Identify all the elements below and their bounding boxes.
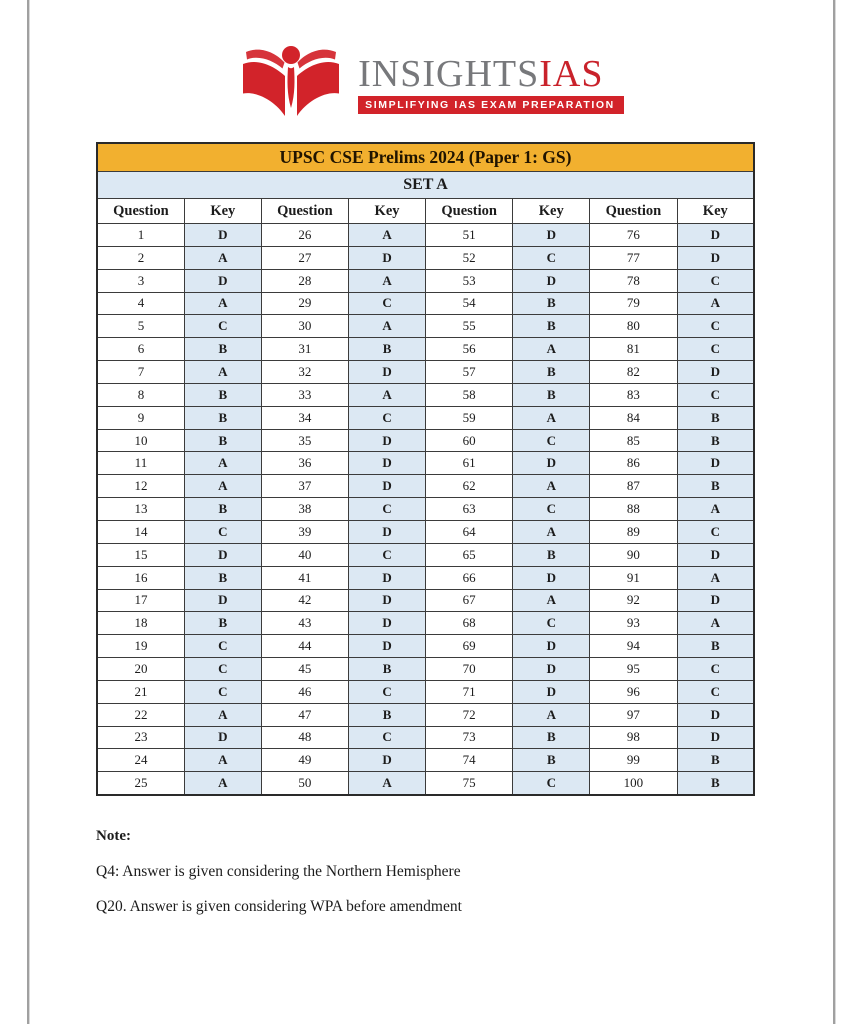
key-cell: D <box>513 658 590 681</box>
answer-row <box>97 658 754 681</box>
question-cell: 11 <box>97 452 184 475</box>
question-cell: 66 <box>425 566 512 589</box>
question-cell: 39 <box>261 520 348 543</box>
key-cell: D <box>349 452 426 475</box>
key-cell: C <box>349 498 426 521</box>
answer-row <box>97 246 754 269</box>
question-cell: 3 <box>97 269 184 292</box>
key-cell: B <box>513 361 590 384</box>
question-cell: 47 <box>261 703 348 726</box>
key-cell: B <box>184 406 261 429</box>
question-cell: 77 <box>590 246 677 269</box>
key-cell: D <box>677 224 754 247</box>
key-cell: C <box>349 680 426 703</box>
question-cell: 46 <box>261 680 348 703</box>
key-cell: A <box>349 224 426 247</box>
key-cell: C <box>513 612 590 635</box>
question-cell: 72 <box>425 703 512 726</box>
key-cell: C <box>677 658 754 681</box>
key-cell: A <box>677 612 754 635</box>
question-cell: 7 <box>97 361 184 384</box>
key-cell: A <box>513 520 590 543</box>
answer-row <box>97 726 754 749</box>
question-cell: 74 <box>425 749 512 772</box>
question-cell: 49 <box>261 749 348 772</box>
key-cell: B <box>677 429 754 452</box>
question-cell: 67 <box>425 589 512 612</box>
key-cell: A <box>184 361 261 384</box>
key-cell: B <box>184 338 261 361</box>
question-cell: 29 <box>261 292 348 315</box>
key-cell: D <box>349 749 426 772</box>
column-header-row <box>97 199 754 224</box>
question-cell: 79 <box>590 292 677 315</box>
question-cell: 59 <box>425 406 512 429</box>
column-header-key: Key <box>184 199 261 224</box>
question-cell: 38 <box>261 498 348 521</box>
answer-row <box>97 406 754 429</box>
key-cell: B <box>513 543 590 566</box>
key-cell: C <box>349 292 426 315</box>
question-cell: 44 <box>261 635 348 658</box>
key-cell: D <box>677 543 754 566</box>
answer-row <box>97 680 754 703</box>
key-cell: C <box>513 498 590 521</box>
key-cell: C <box>184 520 261 543</box>
question-cell: 95 <box>590 658 677 681</box>
key-cell: A <box>677 498 754 521</box>
key-cell: A <box>513 338 590 361</box>
answer-row <box>97 772 754 795</box>
question-cell: 61 <box>425 452 512 475</box>
column-header-key: Key <box>677 199 754 224</box>
key-cell: B <box>677 635 754 658</box>
key-cell: C <box>184 658 261 681</box>
question-cell: 92 <box>590 589 677 612</box>
question-cell: 35 <box>261 429 348 452</box>
answer-row <box>97 475 754 498</box>
answer-key-table <box>96 142 755 796</box>
answer-row <box>97 429 754 452</box>
key-cell: A <box>349 772 426 795</box>
question-cell: 60 <box>425 429 512 452</box>
key-cell: A <box>513 475 590 498</box>
answer-row <box>97 589 754 612</box>
question-cell: 96 <box>590 680 677 703</box>
column-header-question: Question <box>261 199 348 224</box>
column-header-question: Question <box>590 199 677 224</box>
question-cell: 31 <box>261 338 348 361</box>
key-cell: A <box>349 383 426 406</box>
question-cell: 34 <box>261 406 348 429</box>
key-cell: A <box>184 452 261 475</box>
question-cell: 63 <box>425 498 512 521</box>
key-cell: B <box>184 383 261 406</box>
key-cell: D <box>184 543 261 566</box>
key-cell: A <box>513 703 590 726</box>
question-cell: 90 <box>590 543 677 566</box>
key-cell: B <box>184 612 261 635</box>
question-cell: 100 <box>590 772 677 795</box>
key-cell: C <box>513 246 590 269</box>
question-cell: 64 <box>425 520 512 543</box>
question-cell: 18 <box>97 612 184 635</box>
answer-row <box>97 292 754 315</box>
key-cell: D <box>349 612 426 635</box>
set-label-row <box>97 172 754 199</box>
brand-insights: INSIGHTS <box>358 52 540 95</box>
question-cell: 42 <box>261 589 348 612</box>
key-cell: B <box>513 749 590 772</box>
brand-ias: IAS <box>539 52 604 95</box>
question-cell: 53 <box>425 269 512 292</box>
key-cell: D <box>677 246 754 269</box>
question-cell: 80 <box>590 315 677 338</box>
key-cell: C <box>349 726 426 749</box>
answer-row <box>97 703 754 726</box>
question-cell: 71 <box>425 680 512 703</box>
question-cell: 91 <box>590 566 677 589</box>
question-cell: 5 <box>97 315 184 338</box>
key-cell: B <box>349 658 426 681</box>
answer-row <box>97 452 754 475</box>
question-cell: 21 <box>97 680 184 703</box>
key-cell: C <box>349 406 426 429</box>
question-cell: 51 <box>425 224 512 247</box>
key-cell: D <box>349 520 426 543</box>
question-cell: 75 <box>425 772 512 795</box>
key-cell: C <box>349 543 426 566</box>
key-cell: C <box>677 315 754 338</box>
note-heading: Note: <box>96 828 131 844</box>
key-cell: D <box>349 246 426 269</box>
question-cell: 88 <box>590 498 677 521</box>
answer-row <box>97 361 754 384</box>
question-cell: 57 <box>425 361 512 384</box>
table-title: UPSC CSE Prelims 2024 (Paper 1: GS) <box>97 143 754 172</box>
question-cell: 16 <box>97 566 184 589</box>
question-cell: 54 <box>425 292 512 315</box>
key-cell: B <box>677 772 754 795</box>
insightsias-logo <box>28 42 834 126</box>
set-label: SET A <box>97 172 754 199</box>
key-cell: C <box>184 315 261 338</box>
key-cell: D <box>677 703 754 726</box>
key-cell: B <box>184 498 261 521</box>
answer-row <box>97 520 754 543</box>
key-cell: A <box>184 772 261 795</box>
key-cell: B <box>184 566 261 589</box>
column-header-question: Question <box>97 199 184 224</box>
question-cell: 93 <box>590 612 677 635</box>
answer-row <box>97 498 754 521</box>
question-cell: 68 <box>425 612 512 635</box>
key-cell: B <box>513 383 590 406</box>
question-cell: 65 <box>425 543 512 566</box>
column-header-key: Key <box>513 199 590 224</box>
question-cell: 89 <box>590 520 677 543</box>
key-cell: B <box>513 315 590 338</box>
question-cell: 58 <box>425 383 512 406</box>
key-cell: D <box>349 361 426 384</box>
column-header-key: Key <box>349 199 426 224</box>
question-cell: 94 <box>590 635 677 658</box>
answer-table-body <box>97 224 754 796</box>
question-cell: 86 <box>590 452 677 475</box>
note-line-q4: Q4: Answer is given considering the Northern Hemisphere <box>96 863 461 880</box>
key-cell: D <box>184 269 261 292</box>
question-cell: 78 <box>590 269 677 292</box>
key-cell: C <box>677 680 754 703</box>
key-cell: A <box>513 406 590 429</box>
answer-row <box>97 315 754 338</box>
answer-row <box>97 269 754 292</box>
question-cell: 1 <box>97 224 184 247</box>
question-cell: 52 <box>425 246 512 269</box>
key-cell: A <box>184 475 261 498</box>
question-cell: 27 <box>261 246 348 269</box>
question-cell: 87 <box>590 475 677 498</box>
answer-row <box>97 338 754 361</box>
answer-row <box>97 383 754 406</box>
key-cell: C <box>184 680 261 703</box>
key-cell: B <box>349 338 426 361</box>
key-cell: D <box>349 475 426 498</box>
question-cell: 19 <box>97 635 184 658</box>
question-cell: 9 <box>97 406 184 429</box>
key-cell: B <box>677 406 754 429</box>
question-cell: 70 <box>425 658 512 681</box>
question-cell: 36 <box>261 452 348 475</box>
question-cell: 76 <box>590 224 677 247</box>
answer-row <box>97 635 754 658</box>
question-cell: 99 <box>590 749 677 772</box>
question-cell: 83 <box>590 383 677 406</box>
page-edge-left <box>27 0 29 1024</box>
key-cell: C <box>513 772 590 795</box>
brand-name <box>358 52 604 95</box>
answer-row <box>97 224 754 247</box>
question-cell: 84 <box>590 406 677 429</box>
key-cell: D <box>184 224 261 247</box>
question-cell: 50 <box>261 772 348 795</box>
question-cell: 28 <box>261 269 348 292</box>
key-cell: B <box>677 749 754 772</box>
question-cell: 6 <box>97 338 184 361</box>
key-cell: C <box>677 269 754 292</box>
key-cell: D <box>677 452 754 475</box>
key-cell: D <box>513 269 590 292</box>
question-cell: 98 <box>590 726 677 749</box>
question-cell: 97 <box>590 703 677 726</box>
note-line-q20: Q20. Answer is given considering WPA before amendment <box>96 898 462 915</box>
key-cell: A <box>184 703 261 726</box>
question-cell: 17 <box>97 589 184 612</box>
key-cell: D <box>513 635 590 658</box>
question-cell: 20 <box>97 658 184 681</box>
logo-text-block <box>358 52 624 114</box>
question-cell: 40 <box>261 543 348 566</box>
answer-row <box>97 566 754 589</box>
question-cell: 85 <box>590 429 677 452</box>
key-cell: C <box>513 429 590 452</box>
key-cell: C <box>184 635 261 658</box>
key-cell: D <box>184 589 261 612</box>
key-cell: A <box>184 749 261 772</box>
key-cell: C <box>677 520 754 543</box>
key-cell: D <box>349 566 426 589</box>
key-cell: B <box>513 726 590 749</box>
question-cell: 13 <box>97 498 184 521</box>
key-cell: A <box>677 292 754 315</box>
key-cell: D <box>349 635 426 658</box>
table-title-row <box>97 143 754 172</box>
key-cell: A <box>184 292 261 315</box>
question-cell: 22 <box>97 703 184 726</box>
answer-row <box>97 612 754 635</box>
key-cell: D <box>349 429 426 452</box>
key-cell: B <box>677 475 754 498</box>
key-cell: D <box>513 224 590 247</box>
open-book-person-icon <box>238 44 344 124</box>
answer-row <box>97 749 754 772</box>
key-cell: A <box>184 246 261 269</box>
key-cell: D <box>677 361 754 384</box>
question-cell: 8 <box>97 383 184 406</box>
question-cell: 48 <box>261 726 348 749</box>
column-header-question: Question <box>425 199 512 224</box>
key-cell: A <box>513 589 590 612</box>
question-cell: 73 <box>425 726 512 749</box>
question-cell: 82 <box>590 361 677 384</box>
question-cell: 56 <box>425 338 512 361</box>
question-cell: 62 <box>425 475 512 498</box>
question-cell: 14 <box>97 520 184 543</box>
question-cell: 41 <box>261 566 348 589</box>
key-cell: B <box>349 703 426 726</box>
question-cell: 26 <box>261 224 348 247</box>
question-cell: 33 <box>261 383 348 406</box>
key-cell: A <box>349 269 426 292</box>
key-cell: D <box>677 589 754 612</box>
brand-tagline: SIMPLIFYING IAS EXAM PREPARATION <box>358 96 624 114</box>
key-cell: B <box>184 429 261 452</box>
question-cell: 2 <box>97 246 184 269</box>
question-cell: 43 <box>261 612 348 635</box>
key-cell: D <box>349 589 426 612</box>
key-cell: A <box>349 315 426 338</box>
answer-key-table-container <box>96 142 755 796</box>
question-cell: 45 <box>261 658 348 681</box>
key-cell: C <box>677 338 754 361</box>
question-cell: 32 <box>261 361 348 384</box>
question-cell: 69 <box>425 635 512 658</box>
key-cell: B <box>513 292 590 315</box>
key-cell: C <box>677 383 754 406</box>
question-cell: 30 <box>261 315 348 338</box>
key-cell: D <box>677 726 754 749</box>
key-cell: D <box>513 566 590 589</box>
key-cell: D <box>513 452 590 475</box>
question-cell: 10 <box>97 429 184 452</box>
key-cell: A <box>677 566 754 589</box>
page-edge-right <box>833 0 835 1024</box>
note-section <box>96 828 736 933</box>
question-cell: 55 <box>425 315 512 338</box>
key-cell: D <box>184 726 261 749</box>
question-cell: 81 <box>590 338 677 361</box>
question-cell: 15 <box>97 543 184 566</box>
question-cell: 23 <box>97 726 184 749</box>
question-cell: 12 <box>97 475 184 498</box>
key-cell: D <box>513 680 590 703</box>
question-cell: 37 <box>261 475 348 498</box>
question-cell: 25 <box>97 772 184 795</box>
question-cell: 24 <box>97 749 184 772</box>
question-cell: 4 <box>97 292 184 315</box>
answer-row <box>97 543 754 566</box>
